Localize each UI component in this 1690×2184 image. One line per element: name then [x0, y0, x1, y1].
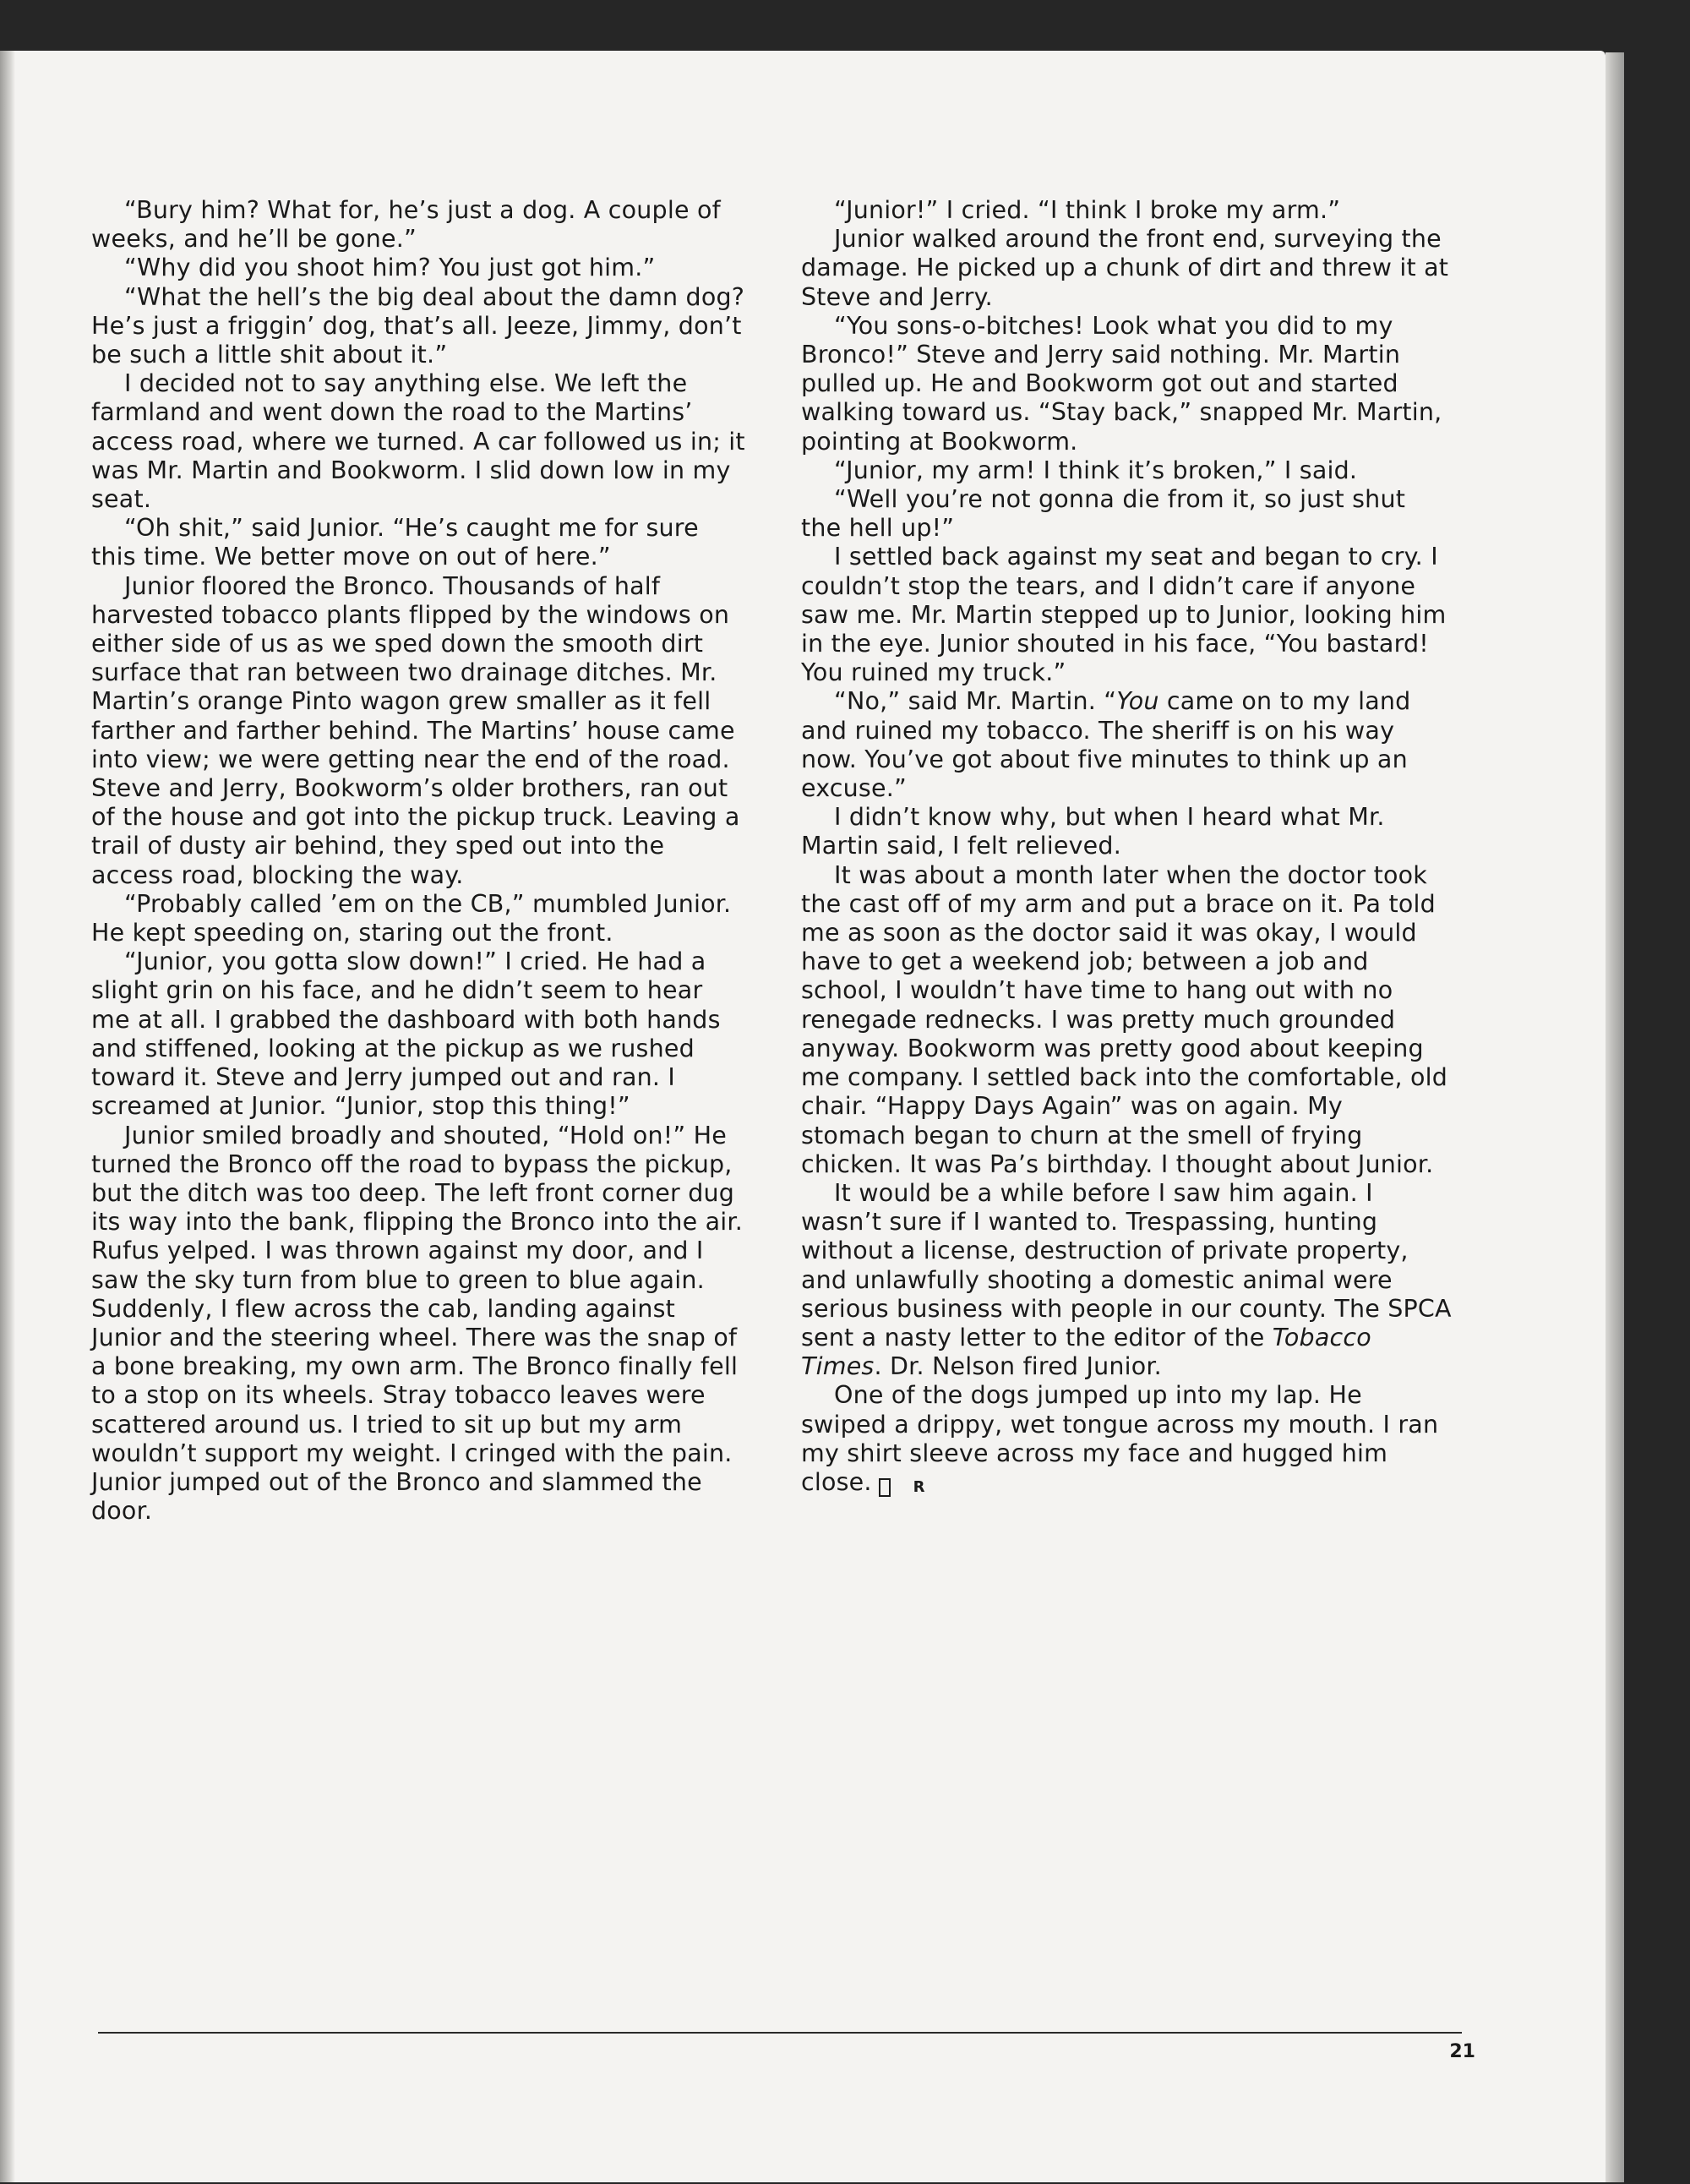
paragraph: Junior walked around the front end, surveying the damage. He picked up a chunk of dirt and threw it at Steve and Jerry.: [801, 225, 1449, 311]
paragraph: It was about a month later when the doctor took the cast off of my arm and put a brace on it. Pa told me as soon as the doctor said it was okay, I would have to get a weekend job; between a job and school, I wouldn’t have time to hang out with no renegade rednecks. I was pretty much grounded anyway. Bookworm was pretty good about keeping me company. I settled back into the comfortable, old chair. “Happy Days Again” was on again. My stomach began to churn at the smell of frying chicken. It was Pa’s birthday. I thought about Junior.: [801, 860, 1448, 1178]
text-span: “No,” said Mr. Martin. “: [834, 687, 1117, 716]
paragraph: “Why did you shoot him? You just got him.”: [124, 254, 656, 282]
paragraph: [801, 1381, 1452, 1497]
paragraph: “What the hell’s the big deal about the damn dog? He’s just a friggin’ dog, that’s all. Jeeze, Jimmy, don’t be such a little shit about it.”: [91, 282, 745, 369]
paragraph: “Well you’re not gonna die from it, so just shut the hell up!”: [801, 485, 1406, 543]
paragraph: I didn’t know why, but when I heard what Mr. Martin said, I felt relieved.: [801, 803, 1385, 860]
left-column: [91, 196, 749, 1526]
paragraph: “Oh shit,” said Junior. “He’s caught me for sure this time. We better move on out of here.”: [91, 514, 699, 571]
text-span: One of the dogs jumped up into my lap. He swiped a drippy, wet tongue across my mouth. I ran my shirt sleeve across my face and hugged him close.: [801, 1381, 1439, 1496]
paragraph: “Junior, you gotta slow down!” I cried. He had a slight grin on his face, and he didn’t seem to hear me at all. I grabbed the dashboard with both hands and stiffened, looking at the pickup as we rushed toward it. Steve and Jerry jumped out and ran. I screamed at Junior. “Junior, stop this thing!”: [91, 947, 721, 1121]
paragraph: I settled back against my seat and began to cry. I couldn’t stop the tears, and I didn’t care if anyone saw me. Mr. Martin stepped up to Junior, looking him in the eye. Junior shouted in his face, “You bastard! You ruined my truck.”: [801, 543, 1447, 687]
emphasis: You: [1116, 687, 1159, 716]
text-span: . Dr. Nelson fired Junior.: [874, 1352, 1162, 1381]
end-mark-icon: R: [879, 1478, 891, 1497]
paragraph: [801, 1179, 1452, 1381]
publication-title: Tobacco Times: [801, 1323, 1371, 1381]
binding-gutter: [0, 51, 15, 2182]
footer-rule: [98, 2032, 1462, 2034]
page-number: 21: [1449, 2041, 1475, 2062]
paragraph: [801, 687, 1452, 803]
paragraph: “Probably called ’em on the CB,” mumbled Junior. He kept speeding on, staring out the front.: [91, 889, 732, 947]
paragraph: Junior floored the Bronco. Thousands of half harvested tobacco plants flipped by the windows on either side of us as we sped down the smooth dirt surface that ran between two drainage ditches. Mr. Martin’s orange Pinto wagon grew smaller as it fell farther and farther behind. The Martins’ house came into view; we were getting near the end of the road. Steve and Jerry, Bookworm’s older brothers, ran out of the house and got into the pickup truck. Leaving a trail of dusty air behind, they sped out into the access road, blocking the way.: [91, 571, 740, 889]
paragraph: “You sons-o-bitches! Look what you did to my Bronco!” Steve and Jerry said nothing. Mr. Martin pulled up. He and Bookworm got out and started walking toward us. “Stay back,” snapped Mr. Martin, pointing at Bookworm.: [801, 311, 1442, 456]
right-column: [801, 196, 1452, 1497]
paragraph: “Junior!” I cried. “I think I broke my arm.”: [834, 196, 1341, 224]
paragraph: I decided not to say anything else. We left the farmland and went down the road to the Martins’ access road, where we turned. A car followed us in; it was Mr. Martin and Bookworm. I slid down low in my seat.: [91, 369, 745, 514]
paragraph: Junior smiled broadly and shouted, “Hold on!” He turned the Bronco off the road to bypass the pickup, but the ditch was too deep. The left front corner dug its way into the bank, flipping the Bronco into the air. Rufus yelped. I was thrown against my door, and I saw the sky turn from blue to green to blue again. Suddenly, I flew across the cab, landing against Junior and the steering wheel. There was the snap of a bone breaking, my own arm. The Bronco finally fell to a stop on its wheels. Stray tobacco leaves were scattered around us. I tried to sit up but my arm wouldn’t support my weight. I cringed with the pain. Junior jumped out of the Bronco and slammed the door.: [91, 1121, 743, 1526]
page-edge: [1606, 52, 1624, 2182]
paragraph: “Junior, my arm! I think it’s broken,” I said.: [834, 456, 1358, 484]
paragraph: “Bury him? What for, he’s just a dog. A couple of weeks, and he’ll be gone.”: [91, 196, 721, 254]
text-span: came on to my land and ruined my tobacco. The sheriff is on his way now. You’ve got about five minutes to think up an excuse.”: [801, 687, 1411, 803]
text-span: It would be a while before I saw him again. I wasn’t sure if I wanted to. Trespassing, hunting without a license, destruction of private property, and unlawfully shooting a domestic animal were serious business with people in our county. The SPCA sent a nasty letter to the editor of the: [801, 1178, 1452, 1351]
